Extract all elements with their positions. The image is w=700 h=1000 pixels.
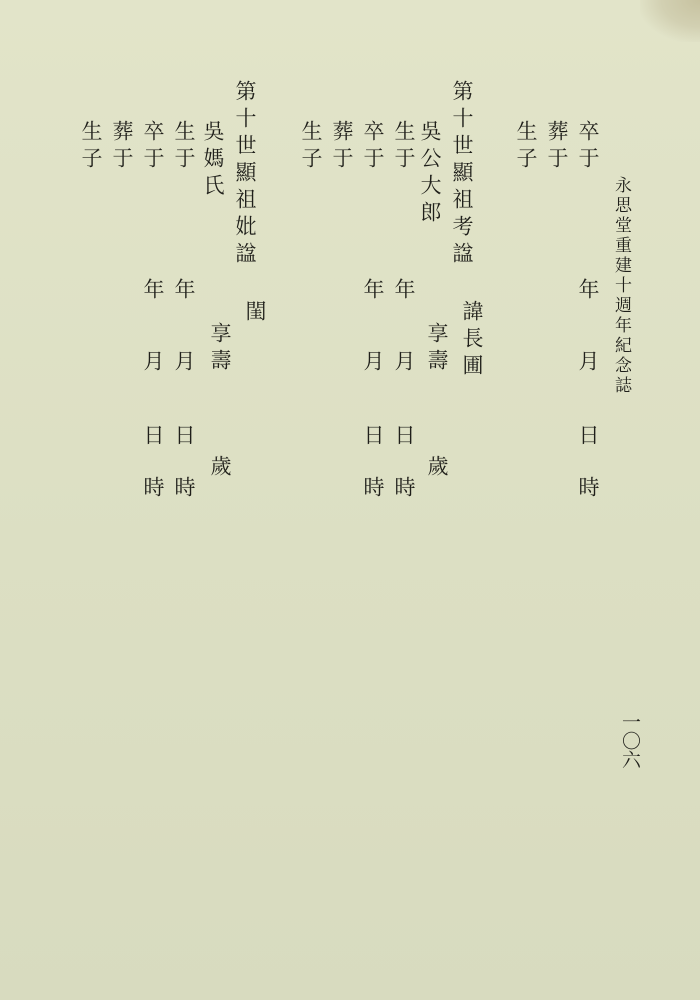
female-born-day: 日: [172, 424, 196, 451]
female-age-label: 享壽: [208, 322, 232, 376]
top-buried-label: 葬于: [545, 120, 569, 174]
male-died-day: 日: [361, 424, 385, 451]
male-died-year: 年: [361, 278, 385, 305]
running-title: 永思堂重建十週年紀念誌: [611, 176, 631, 396]
male-son-label: 生子: [299, 120, 323, 174]
female-virtue: 閨: [243, 300, 267, 327]
male-buried-label: 葬于: [330, 120, 354, 174]
male-born-day: 日: [392, 424, 416, 451]
top-hour: 時: [576, 476, 600, 503]
male-born-year: 年: [392, 278, 416, 305]
female-born-month: 月: [172, 350, 196, 377]
top-son-label: 生子: [514, 120, 538, 174]
paper-stain: [640, 0, 700, 42]
female-born-label: 生于: [172, 120, 196, 174]
female-died-label: 卒于: [141, 120, 165, 174]
top-died-label: 卒于: [576, 120, 600, 174]
female-died-year: 年: [141, 278, 165, 305]
male-died-month: 月: [361, 350, 385, 377]
female-died-day: 日: [141, 424, 165, 451]
male-died-hour: 時: [361, 476, 385, 503]
female-born-hour: 時: [172, 476, 196, 503]
top-year: 年: [576, 278, 600, 305]
male-age-label: 享壽: [425, 322, 449, 376]
female-son-label: 生子: [79, 120, 103, 174]
female-name: 吳媽氏: [201, 120, 225, 201]
male-born-month: 月: [392, 350, 416, 377]
female-died-month: 月: [141, 350, 165, 377]
page-number: 一〇六: [619, 712, 641, 769]
male-born-hour: 時: [392, 476, 416, 503]
female-age-unit: 歲: [208, 455, 232, 482]
female-died-hour: 時: [141, 476, 165, 503]
male-age-unit: 歲: [425, 455, 449, 482]
male-name: 吳公大郎: [418, 120, 442, 228]
female-born-year: 年: [172, 278, 196, 305]
male-died-label: 卒于: [361, 120, 385, 174]
female-buried-label: 葬于: [110, 120, 134, 174]
male-taboo-name: 諱長圃: [460, 300, 484, 381]
male-born-label: 生于: [392, 120, 416, 174]
top-day: 日: [576, 424, 600, 451]
male-heading: 第十世顯祖考諡: [450, 80, 474, 269]
top-month: 月: [576, 350, 600, 377]
female-heading: 第十世顯祖妣諡: [233, 80, 257, 269]
